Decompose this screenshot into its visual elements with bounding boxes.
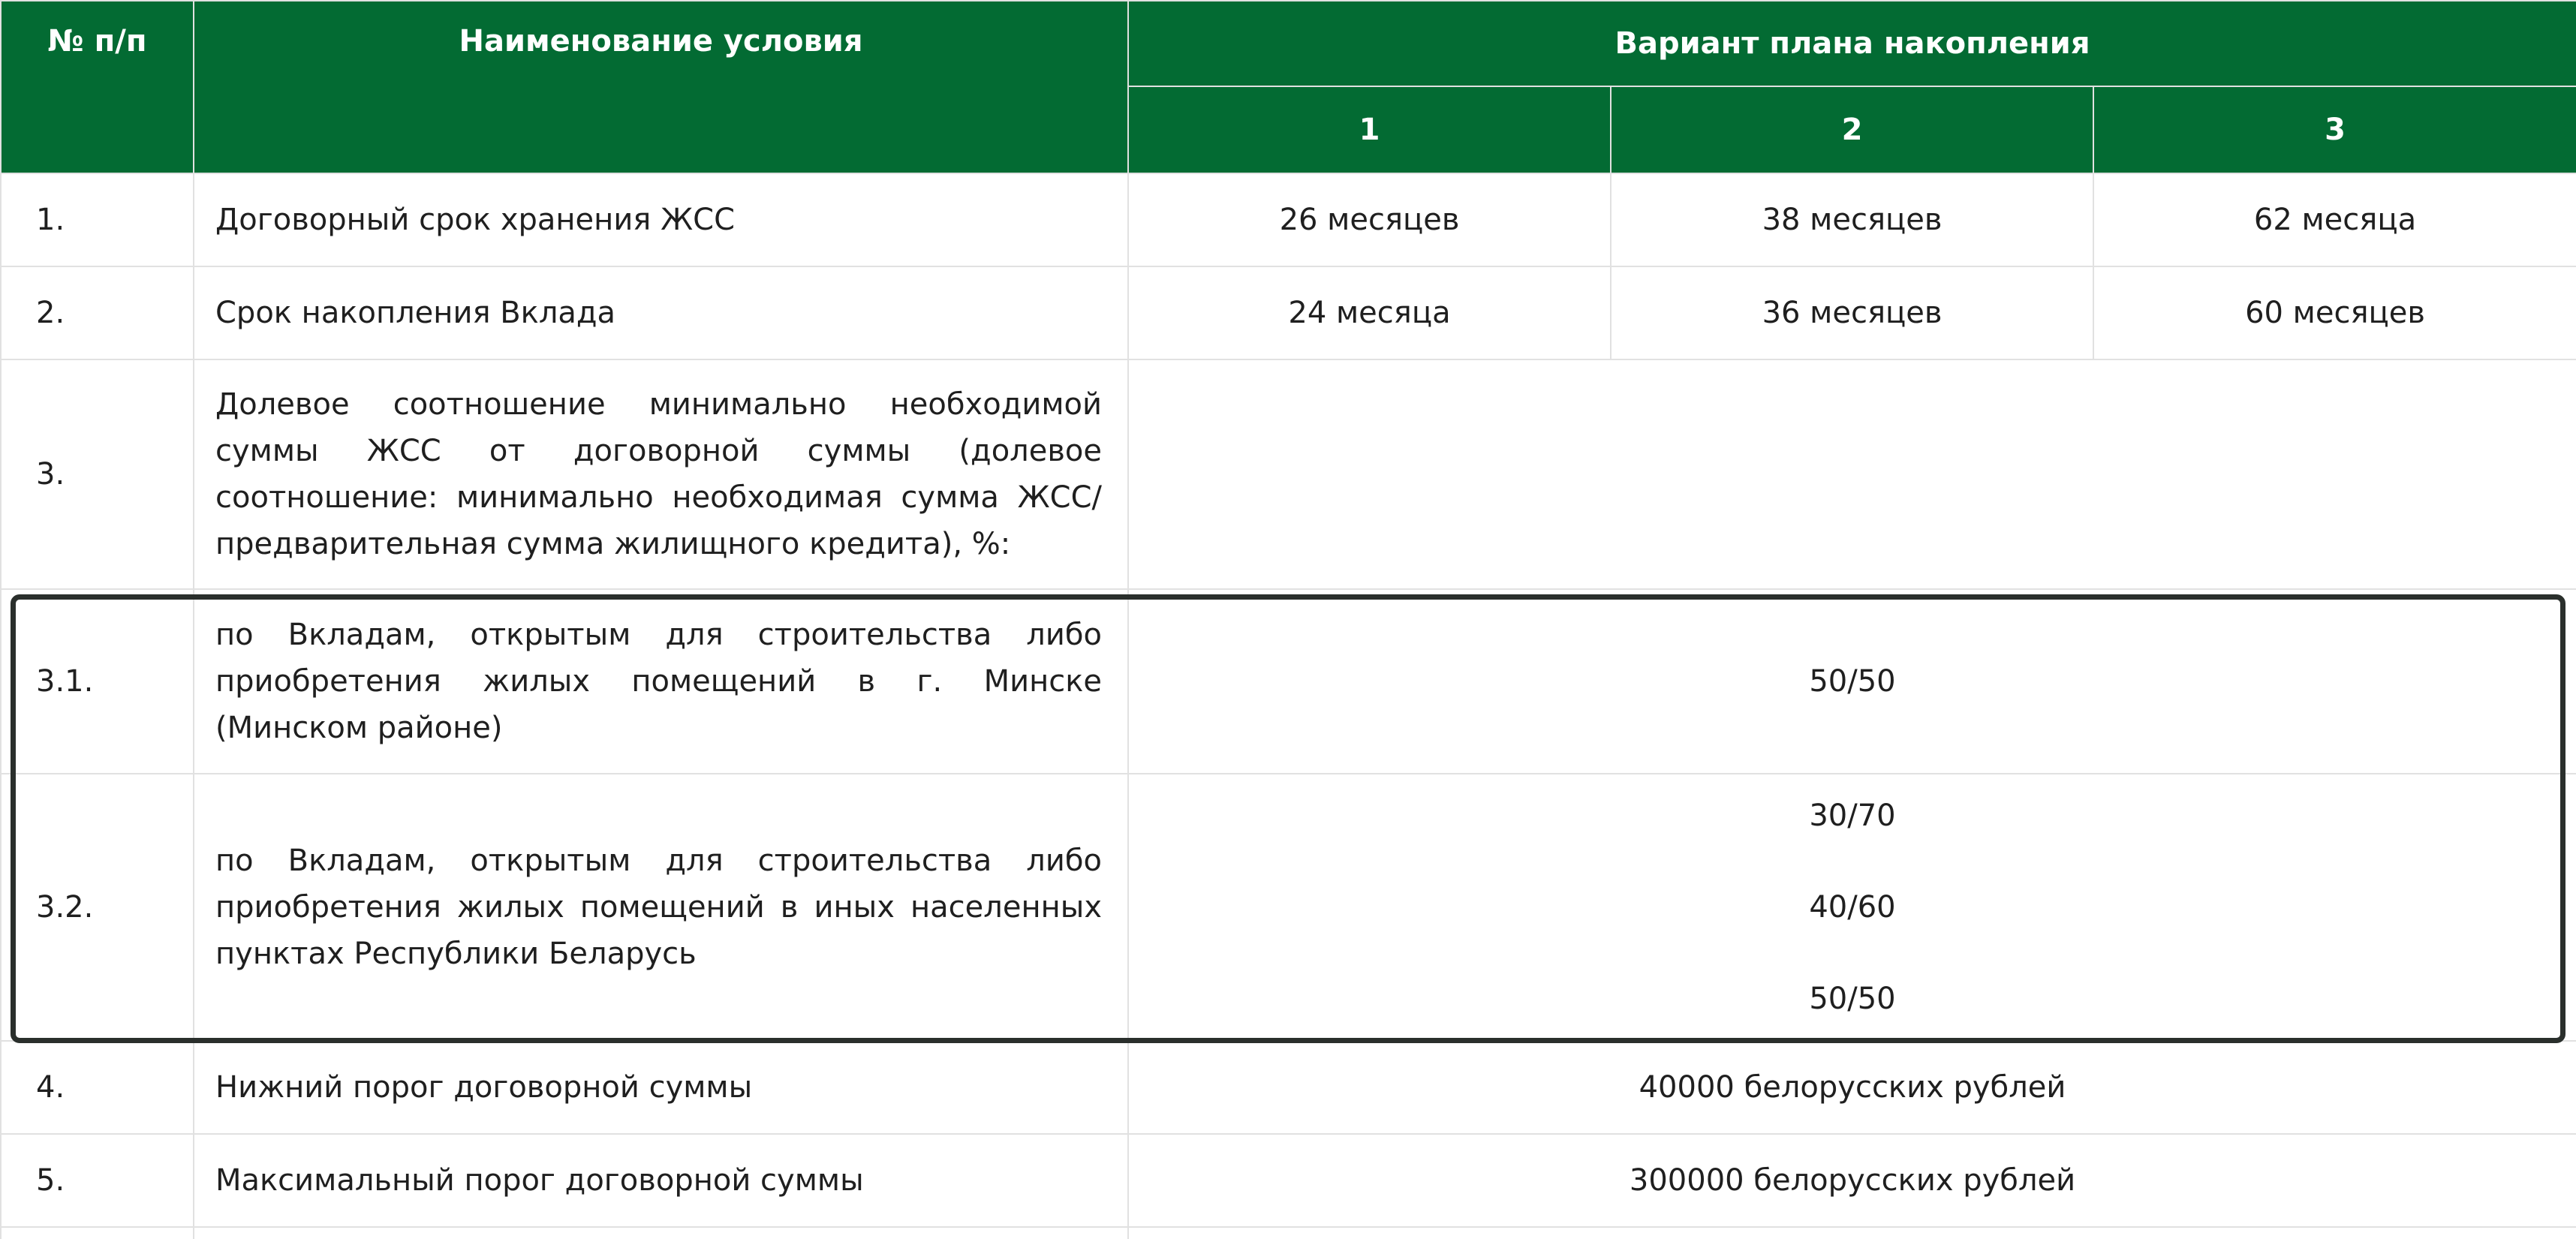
row-value-ratio-list [1128,774,2576,1041]
row-value-variant-3: 60 месяцев [2093,266,2576,359]
row-value-empty [1128,359,2576,589]
row-value: 40000 белорусских рублей [1128,1041,2576,1134]
table-row [1,774,2576,1041]
table-header [1,1,2576,173]
row-value-variant-1: 26 месяцев [1128,173,1611,266]
row-number-empty [1,1227,194,1239]
row-value-variant-1: 24 месяца [1128,266,1611,359]
table-row [1,589,2576,774]
row-number: 4. [1,1041,194,1134]
row-number: 3. [1,359,194,589]
row-value-empty [1128,1227,2576,1239]
table-row [1,173,2576,266]
table-row [1,359,2576,589]
ratio-option: 30/70 [1809,798,1896,833]
row-condition: Договорный срок хранения ЖСС [194,173,1128,266]
header-variant-2: 2 [1611,86,2093,173]
row-condition: по Вкладам, открытым для строительства либо приобретения жилых помещений в г. Минске (Минском районе) [194,589,1128,774]
header-variant-3: 3 [2093,86,2576,173]
ratio-option: 40/60 [1809,890,1896,925]
row-condition: Срок накопления Вклада [194,266,1128,359]
row-value: 300000 белорусских рублей [1128,1134,2576,1227]
row-condition: Максимальный порог договорной суммы [194,1134,1128,1227]
ratio-option: 50/50 [1809,982,1896,1016]
row-value-variant-2: 38 месяцев [1611,173,2093,266]
row-condition: Нижний порог договорной суммы [194,1041,1128,1134]
row-value-variant-2: 36 месяцев [1611,266,2093,359]
header-variant-group: Вариант плана накопления [1128,1,2576,86]
table-row [1,266,2576,359]
table-row [1,1134,2576,1227]
row-value-ratio: 50/50 [1128,589,2576,774]
row-number: 3.2. [1,774,194,1041]
header-variant-1: 1 [1128,86,1611,173]
header-number: № п/п [1,1,194,173]
table-row-partial [1,1227,2576,1239]
row-number: 1. [1,173,194,266]
row-condition: по Вкладам, открытым для строительства либо приобретения жилых помещений в иных населенных пунктах Республики Беларусь [194,774,1128,1041]
row-number: 5. [1,1134,194,1227]
row-condition: Долевое соотношение минимально необходимой суммы ЖСС от договорной суммы (долевое соотношение: минимально необходимая сумма ЖСС/предварительная сумма жилищного кредита), %: [194,359,1128,589]
row-number: 2. [1,266,194,359]
table-row [1,1041,2576,1134]
row-number: 3.1. [1,589,194,774]
row-condition-empty [194,1227,1128,1239]
header-condition-name: Наименование условия [194,1,1128,173]
row-value-variant-3: 62 месяца [2093,173,2576,266]
table-body [1,173,2576,1239]
